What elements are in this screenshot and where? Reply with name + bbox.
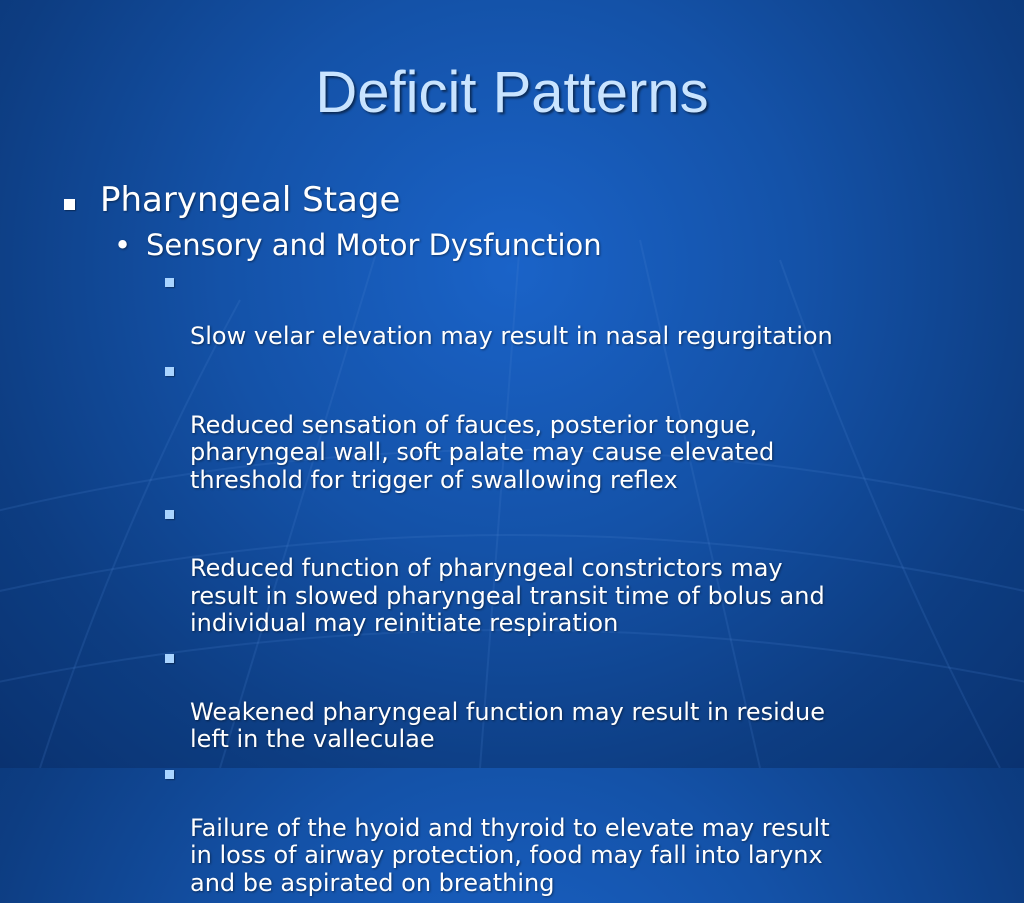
list-item-text: Slow velar elevation may result in nasal regurgitation [190, 322, 833, 350]
square-bullet-icon [165, 510, 174, 519]
bullet-level1: Pharyngeal Stage [100, 180, 401, 220]
list-item [190, 357, 990, 495]
square-bullet-icon [165, 367, 174, 376]
list-item [190, 500, 990, 638]
square-bullet-icon [165, 770, 174, 779]
square-bullet-icon [64, 199, 75, 210]
list-item-text: Failure of the hyoid and thyroid to elevate may result in loss of airway protection, food may fall into larynx and be aspirated on breathing [190, 813, 830, 897]
bullet-level2: Sensory and Motor Dysfunction [146, 228, 602, 262]
list-item-text: Reduced function of pharyngeal constrictors may result in slowed pharyngeal transit time of bolus and individual may reinitiate respiration [190, 554, 825, 637]
square-bullet-icon [165, 278, 174, 287]
list-item [190, 268, 990, 351]
list-item [190, 644, 990, 754]
list-item [190, 760, 990, 898]
slide-title: Deficit Patterns [315, 60, 709, 125]
list-item-text: Reduced sensation of fauces, posterior tongue, pharyngeal wall, soft palate may cause elevated threshold for trigger of swallowing reflex [190, 410, 775, 494]
list-item-text: Weakened pharyngeal function may result in residue left in the valleculae [190, 697, 825, 753]
dot-bullet-icon: • [114, 228, 132, 262]
bullet-list-level3 [190, 268, 990, 903]
square-bullet-icon [165, 654, 174, 663]
